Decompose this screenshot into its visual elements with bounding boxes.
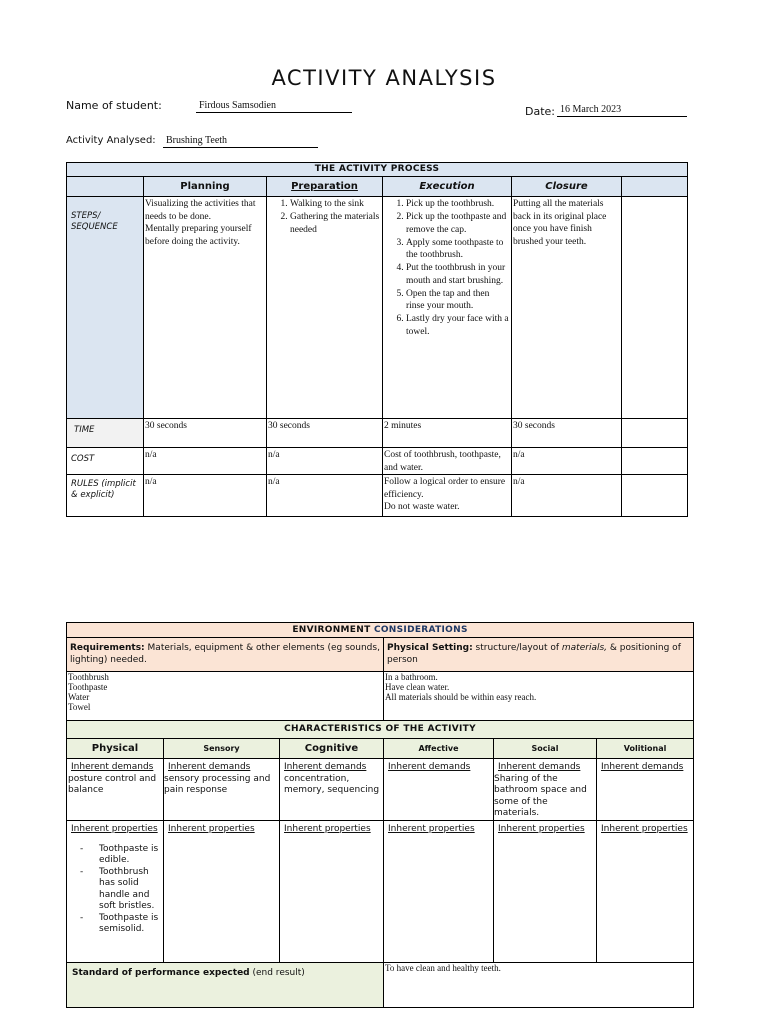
properties-label: Inherent properties: [168, 824, 255, 834]
cost-preparation: n/a: [267, 448, 383, 475]
requirements-header: [67, 638, 384, 672]
activity-process-table: [66, 162, 688, 517]
list-item: Toothpaste: [68, 682, 108, 692]
demands-sensory: [164, 759, 280, 821]
list-item: In a bathroom.: [385, 672, 438, 682]
standard-label: [67, 963, 384, 1008]
demands-affective: [384, 759, 494, 821]
properties-label: Inherent properties: [71, 824, 158, 834]
rules-execution-line: Follow a logical order to ensure efficiency.: [384, 477, 506, 500]
list-item: - Toothbrush has solid handle and soft bristles.: [99, 867, 160, 913]
demands-value: concentration, memory, sequencing: [284, 773, 380, 795]
properties-cognitive: [280, 821, 384, 963]
col-empty: [622, 177, 688, 197]
setting-text-italic: materials,: [561, 643, 608, 653]
row-time-label: TIME: [67, 419, 144, 448]
demands-label: Inherent demands: [71, 762, 154, 772]
char-affective: Affective: [384, 739, 494, 759]
properties-label: Inherent properties: [388, 824, 475, 834]
rules-execution: [383, 475, 512, 517]
demands-value: posture control and balance: [68, 773, 157, 795]
col-planning: Planning: [144, 177, 267, 197]
properties-social: [494, 821, 597, 963]
steps-planning-line: Visualizing the activities that needs to be done.: [145, 199, 256, 222]
properties-affective: [384, 821, 494, 963]
cost-execution: Cost of toothbrush, toothpaste, and water.: [383, 448, 512, 475]
setting-bold: Physical Setting:: [387, 643, 473, 653]
list-item: 6. Lastly dry your face with a towel.: [406, 313, 510, 338]
environment-band-text: ENVIRONMENT: [292, 625, 374, 635]
demands-cognitive: [280, 759, 384, 821]
row-rules-label: RULES (implicit & explicit): [67, 475, 144, 517]
list-item: Toothbrush: [68, 672, 109, 682]
list-item: 2. Gathering the materials needed: [290, 211, 381, 236]
properties-label: Inherent properties: [498, 824, 585, 834]
properties-label: Inherent properties: [601, 824, 688, 834]
demands-value: sensory processing and pain response: [164, 773, 271, 795]
setting-text-b: & positioning of person: [387, 643, 681, 665]
page-title: ACTIVITY ANALYSIS: [271, 66, 497, 90]
list-item: 1. Pick up the toothbrush.: [406, 198, 510, 211]
rules-planning: n/a: [144, 475, 267, 517]
list-item: - Toothpaste is edible.: [99, 844, 160, 867]
steps-planning: [144, 197, 267, 419]
demands-label: Inherent demands: [601, 762, 684, 772]
cost-empty: [622, 448, 688, 475]
time-empty: [622, 419, 688, 448]
standard-text-b: of performance expected: [121, 968, 250, 978]
demands-label: Inherent demands: [498, 762, 581, 772]
rules-empty: [622, 475, 688, 517]
list-item: Water: [68, 692, 90, 702]
demands-physical: [67, 759, 164, 821]
requirements-list: [67, 672, 384, 721]
setting-list: [384, 672, 694, 721]
standard-value: To have clean and healthy teeth.: [384, 963, 694, 1008]
environment-band-text-b: CONSIDERATIONS: [373, 625, 468, 635]
environment-table: [66, 622, 694, 1008]
col-execution: Execution: [383, 177, 512, 197]
demands-label: Inherent demands: [388, 762, 471, 772]
list-item: 2. Pick up the toothpaste and remove the cap.: [406, 211, 510, 236]
demands-social: [494, 759, 597, 821]
rules-execution-line: Do not waste water.: [384, 502, 460, 512]
properties-sensory: [164, 821, 280, 963]
char-volitional: Volitional: [597, 739, 694, 759]
list-item: Have clean water.: [385, 682, 450, 692]
char-physical: Physical: [67, 739, 164, 759]
time-closure: 30 seconds: [512, 419, 622, 448]
properties-physical: [67, 821, 164, 963]
setting-text-a: structure/layout of: [472, 643, 562, 653]
steps-closure: Putting all the materials back in its original place once you have finish brushed your teeth.: [512, 197, 622, 419]
time-planning: 30 seconds: [144, 419, 267, 448]
standard-text-a: Standard: [72, 968, 122, 978]
rules-closure: n/a: [512, 475, 622, 517]
time-execution: 2 minutes: [383, 419, 512, 448]
activity-analysed-label: Activity Analysed:: [66, 135, 156, 146]
date-label: Date:: [525, 105, 555, 118]
demands-value: Sharing of the bathroom space and some of the materials.: [494, 773, 587, 818]
environment-band: [67, 623, 694, 638]
standard-text-c: (end result): [249, 968, 305, 978]
cost-planning: n/a: [144, 448, 267, 475]
char-cognitive: Cognitive: [280, 739, 384, 759]
list-item: Towel: [68, 702, 91, 712]
properties-volitional: [597, 821, 694, 963]
list-item: 3. Apply some toothpaste to the toothbrush.: [406, 237, 510, 262]
requirements-text: Materials, equipment & other elements (eg sounds, lighting) needed.: [70, 643, 380, 665]
physical-setting-header: [384, 638, 694, 672]
student-name-field[interactable]: Firdous Samsodien: [196, 100, 352, 113]
steps-empty: [622, 197, 688, 419]
row-cost-label: COST: [67, 448, 144, 475]
activity-analysed-field[interactable]: Brushing Teeth: [163, 135, 318, 148]
student-name-label: Name of student:: [66, 99, 162, 112]
list-item: All materials should be within easy reach.: [385, 692, 537, 702]
steps-planning-line: Mentally preparing yourself before doing the activity.: [145, 224, 252, 247]
rules-preparation: n/a: [267, 475, 383, 517]
characteristics-band: CHARACTERISTICS OF THE ACTIVITY: [67, 721, 694, 739]
list-item: 5. Open the tap and then rinse your mouth.: [406, 288, 510, 313]
requirements-bold: Requirements:: [70, 643, 145, 653]
row-steps-label: STEPS/ SEQUENCE: [67, 197, 144, 419]
demands-label: Inherent demands: [284, 762, 367, 772]
col-preparation: Preparation: [267, 177, 383, 197]
char-social: Social: [494, 739, 597, 759]
list-item: 1. Walking to the sink: [290, 198, 381, 211]
demands-volitional: [597, 759, 694, 821]
steps-execution: [383, 197, 512, 419]
char-sensory: Sensory: [164, 739, 280, 759]
list-item: 4. Put the toothbrush in your mouth and start brushing.: [406, 262, 510, 287]
date-field[interactable]: 16 March 2023: [557, 104, 687, 117]
activity-process-band: THE ACTIVITY PROCESS: [67, 163, 688, 177]
corner-cell: [67, 177, 144, 197]
list-item: - Toothpaste is semisolid.: [99, 913, 160, 936]
properties-label: Inherent properties: [284, 824, 371, 834]
cost-closure: n/a: [512, 448, 622, 475]
time-preparation: 30 seconds: [267, 419, 383, 448]
col-closure: Closure: [512, 177, 622, 197]
demands-label: Inherent demands: [168, 762, 251, 772]
steps-preparation: [267, 197, 383, 419]
